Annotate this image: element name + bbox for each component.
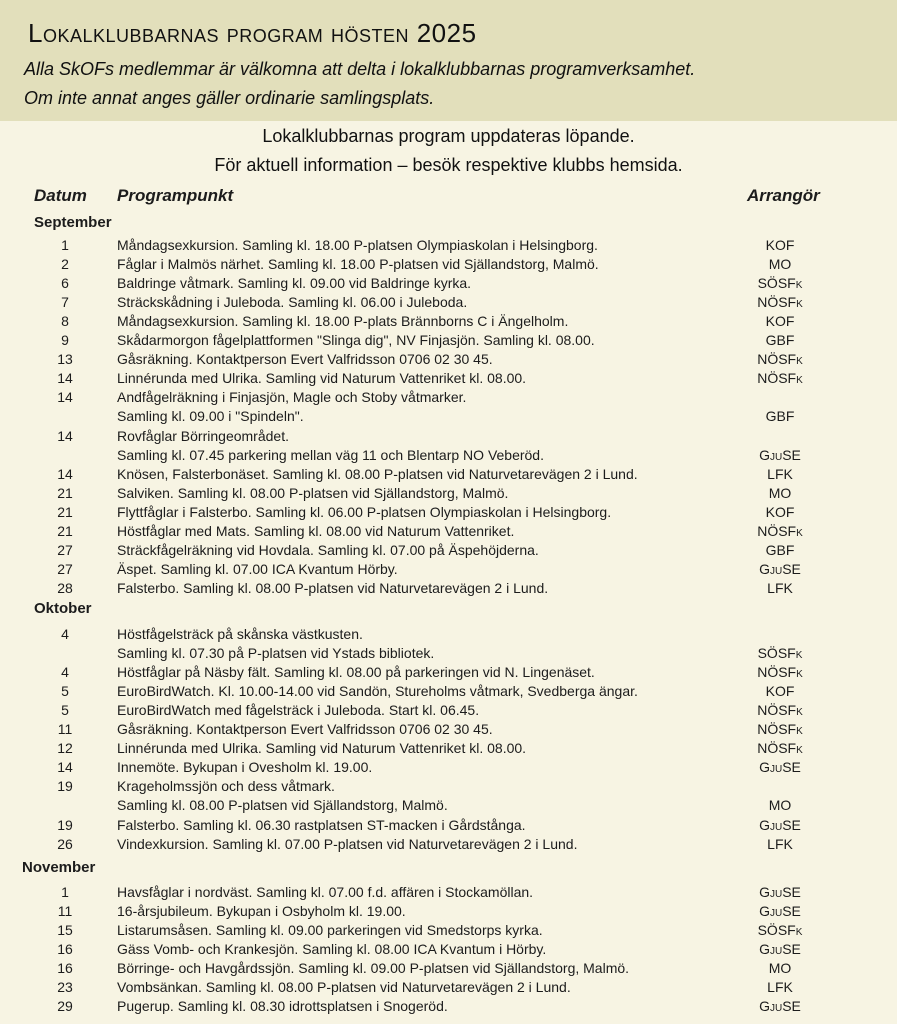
row-programpunkt: Samling kl. 08.00 P-platsen vid Själlandstorg, Malmö. (117, 797, 448, 814)
row-date: 27 (57, 541, 73, 558)
row-date: 29 (57, 998, 73, 1015)
program-row (0, 739, 897, 757)
row-programpunkt: Knösen, Falsterbonäset. Samling kl. 08.00 P-platsen vid Naturvetarevägen 2 i Lund. (117, 465, 638, 482)
row-arrangor: MO (768, 960, 792, 977)
row-date: 11 (57, 721, 73, 738)
row-date: 14 (57, 465, 73, 482)
program-row (0, 255, 897, 273)
program-row (0, 835, 897, 853)
row-arrangor: MO (768, 484, 792, 501)
row-programpunkt: EuroBirdWatch. Kl. 10.00-14.00 vid Sandön, Stureholms våtmark, Svedberga ängar. (117, 683, 638, 700)
program-row (0, 465, 897, 483)
row-programpunkt: Baldringe våtmark. Samling kl. 09.00 vid Baldringe kyrka. (117, 275, 472, 292)
row-arrangor: NÖSFk (757, 721, 803, 738)
column-header-arrangor: Arrangör (747, 186, 820, 205)
program-row (0, 921, 897, 939)
row-date: 13 (57, 351, 73, 368)
program-row (0, 484, 897, 502)
row-date: 9 (61, 332, 69, 349)
row-arrangor: KOF (765, 237, 795, 253)
row-arrangor: NÖSFk (757, 522, 803, 539)
program-row (0, 883, 897, 901)
row-programpunkt: Gäss Vomb- och Krankesjön. Samling kl. 08.00 ICA Kvantum i Hörby. (117, 941, 547, 958)
row-arrangor: GBF (765, 408, 795, 425)
program-row (0, 522, 897, 540)
program-row (0, 758, 897, 776)
row-arrangor: NÖSFk (757, 351, 803, 368)
program-row (0, 427, 897, 445)
row-arrangor: KOF (765, 313, 795, 330)
row-programpunkt: Sträckskådning i Juleboda. Samling kl. 06.00 i Juleboda. (117, 294, 468, 311)
program-row (0, 388, 897, 406)
row-programpunkt: Höstfåglar på Näsby fält. Samling kl. 08.00 på parkeringen vid N. Lingenäset. (117, 664, 595, 681)
row-date: 5 (61, 683, 69, 700)
row-programpunkt: Börringe- och Havgårdssjön. Samling kl. 09.00 P-platsen vid Själlandstorg, Malmö. (117, 960, 630, 977)
row-date: 8 (61, 313, 69, 330)
row-programpunkt: Samling kl. 07.45 parkering mellan väg 11 och Blentarp NO Veberöd. (117, 446, 544, 463)
row-date: 21 (57, 522, 73, 539)
program-row (0, 369, 897, 387)
program-row (0, 796, 897, 814)
row-programpunkt: Rovfåglar Börringeområdet. (117, 427, 289, 444)
row-date: 14 (57, 370, 73, 387)
row-programpunkt: Gåsräkning. Kontaktperson Evert Valfridsson 0706 02 30 45. (117, 721, 493, 738)
program-row (0, 236, 897, 254)
row-arrangor: SÖSFk (757, 645, 803, 662)
row-date: 4 (61, 626, 69, 642)
row-programpunkt: Krageholmssjön och dess våtmark. (117, 778, 335, 795)
row-date: 21 (57, 484, 73, 501)
row-arrangor: MO (768, 256, 792, 273)
program-row (0, 446, 897, 464)
row-arrangor: GjuSE (759, 560, 801, 577)
row-programpunkt: 16-årsjubileum. Bykupan i Osbyholm kl. 19.00. (117, 903, 406, 920)
row-arrangor: LFK (767, 579, 793, 596)
row-arrangor: LFK (767, 835, 793, 852)
program-row (0, 816, 897, 834)
row-date: 12 (57, 740, 73, 757)
program-row (0, 682, 897, 700)
row-arrangor: NÖSFk (757, 294, 803, 311)
row-arrangor: GBF (765, 541, 795, 558)
program-row (0, 940, 897, 958)
row-programpunkt: Måndagsexkursion. Samling kl. 18.00 P-platsen Olympiaskolan i Helsingborg. (117, 237, 598, 253)
program-row (0, 274, 897, 292)
intro-line-1: Alla SkOFs medlemmar är välkomna att delta i lokalklubbarnas programverksamhet. (24, 59, 696, 79)
notice-line-2: För aktuell information – besök respektive klubbs hemsida. (214, 155, 683, 175)
row-programpunkt: Måndagsexkursion. Samling kl. 18.00 P-plats Brännborns C i Ängelholm. (117, 313, 569, 330)
month-heading: November (22, 859, 96, 876)
row-programpunkt: Linnérunda med Ulrika. Samling vid Naturum Vattenriket kl. 08.00. (117, 370, 527, 387)
row-programpunkt: Sträckfågelräkning vid Hovdala. Samling kl. 07.00 på Äspehöjderna. (117, 541, 539, 558)
row-programpunkt: Innemöte. Bykupan i Ovesholm kl. 19.00. (117, 759, 373, 776)
row-date: 27 (57, 560, 73, 577)
row-programpunkt: Flyttfåglar i Falsterbo. Samling kl. 06.00 P-platsen Olympiaskolan i Helsingborg. (117, 503, 612, 520)
row-programpunkt: Samling kl. 07.30 på P-platsen vid Ystads bibliotek. (117, 645, 435, 662)
row-programpunkt: Äspet. Samling kl. 07.00 ICA Kvantum Hörby. (117, 560, 398, 577)
row-programpunkt: Pugerup. Samling kl. 08.30 idrottsplatsen i Snogeröd. (117, 998, 448, 1015)
column-header-programpunkt: Programpunkt (117, 186, 234, 205)
row-arrangor: SÖSFk (757, 922, 803, 939)
program-row (0, 579, 897, 597)
row-arrangor: NÖSFk (757, 740, 803, 757)
row-programpunkt: Vindexkursion. Samling kl. 07.00 P-platsen vid Naturvetarevägen 2 i Lund. (117, 835, 578, 852)
program-row (0, 293, 897, 311)
row-arrangor: LFK (767, 979, 793, 996)
row-arrangor: GjuSE (759, 816, 801, 833)
row-date: 2 (61, 256, 69, 273)
program-row (0, 503, 897, 521)
row-date: 6 (61, 275, 69, 292)
row-date: 19 (57, 778, 73, 795)
program-row (0, 560, 897, 578)
program-row (0, 902, 897, 920)
intro-line-2: Om inte annat anges gäller ordinarie samlingsplats. (24, 88, 435, 108)
row-date: 5 (61, 702, 69, 719)
program-row (0, 350, 897, 368)
program-row (0, 777, 897, 795)
row-date: 1 (61, 884, 69, 900)
row-arrangor: NÖSFk (757, 370, 803, 387)
row-arrangor: GjuSE (759, 903, 801, 920)
row-date: 4 (61, 664, 69, 681)
row-arrangor: KOF (765, 503, 795, 520)
row-arrangor: MO (768, 797, 792, 814)
row-programpunkt: Vombsänkan. Samling kl. 08.00 P-platsen vid Naturvetarevägen 2 i Lund. (117, 979, 571, 996)
row-date: 28 (57, 579, 73, 596)
row-programpunkt: Salviken. Samling kl. 08.00 P-platsen vid Själlandstorg, Malmö. (117, 484, 509, 501)
program-row (0, 541, 897, 559)
program-row (0, 701, 897, 719)
row-date: 15 (57, 922, 73, 939)
program-row (0, 407, 897, 425)
row-arrangor: GjuSE (759, 998, 801, 1015)
row-arrangor: GjuSE (759, 884, 801, 900)
row-programpunkt: Höstfågelsträck på skånska västkusten. (117, 626, 363, 642)
row-arrangor: NÖSFk (757, 664, 803, 681)
row-date: 19 (57, 816, 73, 833)
row-date: 26 (57, 835, 73, 852)
row-arrangor: NÖSFk (757, 702, 803, 719)
row-arrangor: SÖSFk (757, 275, 803, 292)
program-row (0, 312, 897, 330)
row-programpunkt: EuroBirdWatch med fågelsträck i Juleboda. Start kl. 06.45. (117, 702, 480, 719)
row-programpunkt: Havsfåglar i nordväst. Samling kl. 07.00 f.d. affären i Stockamöllan. (117, 884, 534, 900)
row-arrangor: KOF (765, 683, 795, 700)
row-arrangor: GjuSE (759, 941, 801, 958)
row-date: 21 (57, 503, 73, 520)
row-date: 16 (57, 960, 73, 977)
program-row (0, 720, 897, 738)
month-heading: Oktober (34, 600, 92, 617)
notice-line-1: Lokalklubbarnas program uppdateras löpande. (262, 126, 635, 146)
program-row (0, 959, 897, 977)
row-date: 1 (61, 237, 69, 253)
program-row (0, 997, 897, 1015)
row-programpunkt: Höstfåglar med Mats. Samling kl. 08.00 vid Naturum Vattenriket. (117, 522, 515, 539)
row-programpunkt: Skådarmorgon fågelplattformen "Slinga dig", NV Finjasjön. Samling kl. 08.00. (117, 332, 595, 349)
program-row (0, 331, 897, 349)
row-date: 16 (57, 941, 73, 958)
row-programpunkt: Falsterbo. Samling kl. 08.00 P-platsen vid Naturvetarevägen 2 i Lund. (117, 579, 549, 596)
program-row (0, 644, 897, 662)
column-header-datum: Datum (34, 186, 87, 205)
row-date: 23 (57, 979, 73, 996)
page-title: Lokalklubbarnas program hösten 2025 (28, 18, 477, 48)
row-arrangor: GjuSE (759, 759, 801, 776)
program-row (0, 663, 897, 681)
row-date: 14 (57, 759, 73, 776)
row-arrangor: LFK (767, 465, 793, 482)
row-programpunkt: Listarumsåsen. Samling kl. 09.00 parkeringen vid Smedstorps kyrka. (117, 922, 543, 939)
row-programpunkt: Samling kl. 09.00 i "Spindeln". (117, 408, 304, 425)
row-date: 7 (61, 294, 69, 311)
row-programpunkt: Linnérunda med Ulrika. Samling vid Naturum Vattenriket kl. 08.00. (117, 740, 527, 757)
header-band (0, 0, 897, 121)
row-date: 14 (57, 427, 73, 444)
month-heading: September (34, 214, 112, 231)
row-arrangor: GjuSE (759, 446, 801, 463)
row-date: 11 (57, 903, 73, 920)
row-programpunkt: Falsterbo. Samling kl. 06.30 rastplatsen ST-macken i Gårdstånga. (117, 816, 526, 833)
program-row (0, 625, 897, 643)
program-row (0, 978, 897, 996)
row-programpunkt: Gåsräkning. Kontaktperson Evert Valfridsson 0706 02 30 45. (117, 351, 493, 368)
row-programpunkt: Fåglar i Malmös närhet. Samling kl. 18.00 P-platsen vid Själlandstorg, Malmö. (117, 256, 599, 273)
row-date: 14 (57, 389, 73, 406)
row-arrangor: GBF (765, 332, 795, 349)
row-programpunkt: Andfågelräkning i Finjasjön, Magle och Stoby våtmarker. (117, 389, 467, 406)
